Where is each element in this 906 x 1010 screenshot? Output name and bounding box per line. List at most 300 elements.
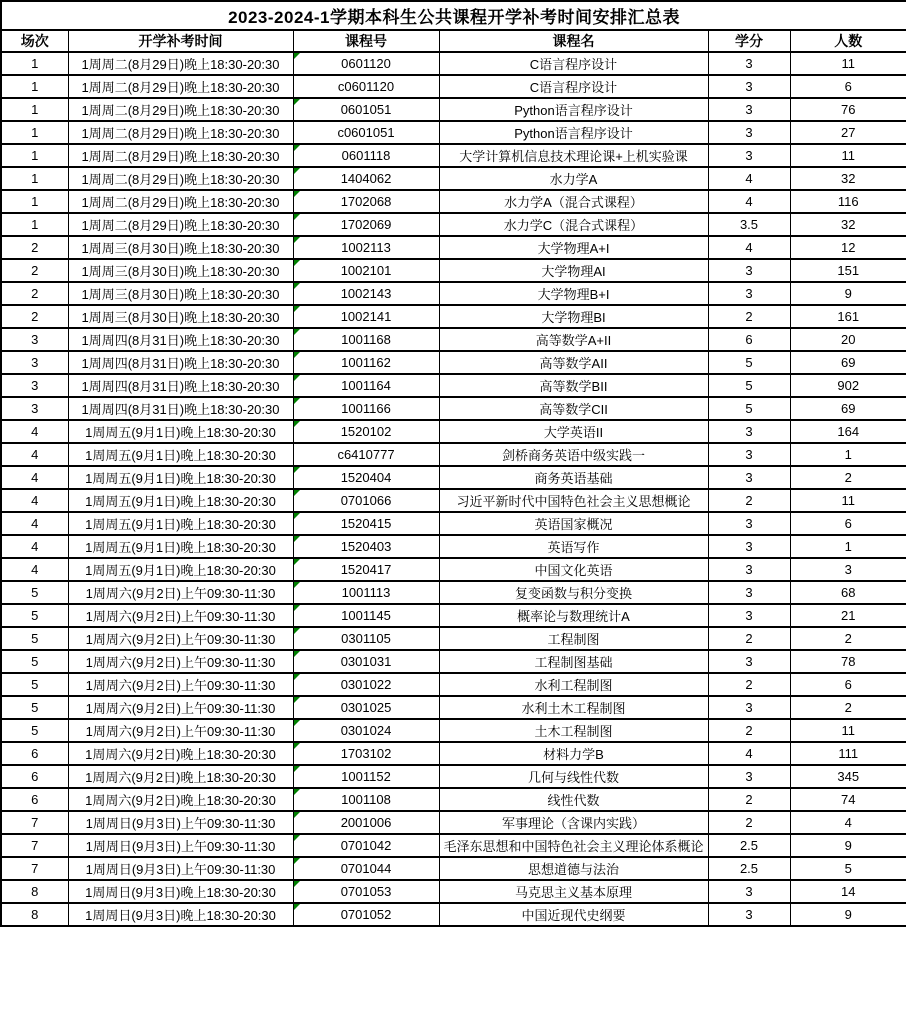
course-id-cell [293,811,439,834]
time-cell: 1周周四(8月31日)晚上18:30-20:30 [68,328,293,351]
course-name-cell: C语言程序设计 [439,52,708,75]
course-name-cell: 大学计算机信息技术理论课+上机实验课 [439,144,708,167]
course-id-text: 0601120 [341,56,391,71]
session-cell: 3 [1,397,68,420]
session-cell: 7 [1,834,68,857]
column-header-course-id: 课程号 [293,30,439,52]
number-stored-as-text-flag-icon [294,145,300,151]
table-row [1,167,906,190]
table-row [1,650,906,673]
session-cell: 7 [1,811,68,834]
count-cell: 2 [790,627,906,650]
course-id-text: 2001006 [340,815,392,830]
time-cell: 1周周六(9月2日)晚上18:30-20:30 [68,742,293,765]
number-stored-as-text-flag-icon [294,766,300,772]
course-id-cell [293,788,439,811]
course-id-cell [293,880,439,903]
table-row [1,834,906,857]
session-cell: 4 [1,558,68,581]
number-stored-as-text-flag-icon [294,214,300,220]
credits-cell: 2 [708,489,790,512]
credits-cell: 3 [708,604,790,627]
course-name-cell: 大学英语II [439,420,708,443]
course-id-text: 1002143 [340,286,392,301]
course-name-cell: 大学物理B+I [439,282,708,305]
table-row [1,52,906,75]
credits-cell: 3 [708,880,790,903]
session-cell: 3 [1,351,68,374]
course-name-cell: 高等数学AII [439,351,708,374]
course-id-cell [293,696,439,719]
course-id-cell [293,466,439,489]
count-cell: 68 [790,581,906,604]
number-stored-as-text-flag-icon [294,191,300,197]
table-row [1,581,906,604]
count-cell: 69 [790,397,906,420]
course-id-text: 1520102 [340,424,392,439]
number-stored-as-text-flag-icon [294,812,300,818]
time-cell: 1周周六(9月2日)上午09:30-11:30 [68,673,293,696]
course-id-cell [293,282,439,305]
course-id-cell [293,834,439,857]
session-cell: 2 [1,236,68,259]
number-stored-as-text-flag-icon [294,260,300,266]
table-row [1,121,906,144]
course-name-cell: 英语国家概况 [439,512,708,535]
count-cell: 9 [790,282,906,305]
course-id-text: 0301022 [340,677,392,692]
course-name-cell: 大学物理AI [439,259,708,282]
table-row [1,742,906,765]
course-id-text: 0301024 [340,723,392,738]
table-row [1,604,906,627]
count-cell: 76 [790,98,906,121]
course-id-cell [293,558,439,581]
table-row [1,627,906,650]
time-cell: 1周周日(9月3日)上午09:30-11:30 [68,811,293,834]
course-name-cell: 概率论与数理统计A [439,604,708,627]
session-cell: 5 [1,650,68,673]
number-stored-as-text-flag-icon [294,720,300,726]
course-id-cell [293,420,439,443]
count-cell: 161 [790,305,906,328]
count-cell: 116 [790,190,906,213]
course-name-cell: 复变函数与积分变换 [439,581,708,604]
time-cell: 1周周六(9月2日)上午09:30-11:30 [68,627,293,650]
number-stored-as-text-flag-icon [294,421,300,427]
session-cell: 5 [1,581,68,604]
time-cell: 1周周三(8月30日)晚上18:30-20:30 [68,259,293,282]
credits-cell: 3 [708,581,790,604]
session-cell: 4 [1,466,68,489]
time-cell: 1周周日(9月3日)上午09:30-11:30 [68,834,293,857]
time-cell: 1周周五(9月1日)晚上18:30-20:30 [68,558,293,581]
course-name-cell: C语言程序设计 [439,75,708,98]
time-cell: 1周周五(9月1日)晚上18:30-20:30 [68,443,293,466]
course-id-text: 0301031 [340,654,392,669]
course-id-text: 1404062 [340,171,392,186]
credits-cell: 5 [708,351,790,374]
course-name-cell: 工程制图 [439,627,708,650]
count-cell: 6 [790,75,906,98]
time-cell: 1周周日(9月3日)晚上18:30-20:30 [68,903,293,926]
session-cell: 5 [1,673,68,696]
count-cell: 11 [790,489,906,512]
session-cell: 4 [1,443,68,466]
course-id-text: 1520404 [340,470,392,485]
number-stored-as-text-flag-icon [294,375,300,381]
credits-cell: 2 [708,811,790,834]
number-stored-as-text-flag-icon [294,352,300,358]
course-id-text: 0701066 [340,493,392,508]
time-cell: 1周周六(9月2日)晚上18:30-20:30 [68,765,293,788]
session-cell: 2 [1,259,68,282]
course-id-text: 1001168 [341,332,391,347]
table-row [1,558,906,581]
column-header-course-name: 课程名 [439,30,708,52]
course-name-cell: 中国文化英语 [439,558,708,581]
number-stored-as-text-flag-icon [294,283,300,289]
course-id-text: 1702068 [340,194,392,209]
header-row [1,30,906,52]
count-cell: 11 [790,52,906,75]
table-row [1,535,906,558]
credits-cell: 3 [708,466,790,489]
number-stored-as-text-flag-icon [294,99,300,105]
table-row [1,811,906,834]
course-id-cell [293,627,439,650]
number-stored-as-text-flag-icon [294,237,300,243]
count-cell: 12 [790,236,906,259]
count-cell: 164 [790,420,906,443]
session-cell: 1 [1,121,68,144]
course-id-cell [293,98,439,121]
number-stored-as-text-flag-icon [294,858,300,864]
credits-cell: 3 [708,98,790,121]
session-cell: 6 [1,765,68,788]
course-id-cell [293,443,439,466]
course-id-text: c0601120 [337,79,395,94]
course-id-text: 1520417 [340,562,392,577]
session-cell: 4 [1,512,68,535]
session-cell: 7 [1,857,68,880]
count-cell: 69 [790,351,906,374]
credits-cell: 3 [708,765,790,788]
time-cell: 1周周四(8月31日)晚上18:30-20:30 [68,374,293,397]
table-row [1,420,906,443]
session-cell: 8 [1,903,68,926]
table-row [1,282,906,305]
course-id-text: 1002101 [340,263,392,278]
time-cell: 1周周六(9月2日)上午09:30-11:30 [68,719,293,742]
course-id-text: 1703102 [340,746,392,761]
course-name-cell: 剑桥商务英语中级实践一 [439,443,708,466]
course-name-cell: 高等数学A+II [439,328,708,351]
time-cell: 1周周四(8月31日)晚上18:30-20:30 [68,351,293,374]
course-name-cell: 习近平新时代中国特色社会主义思想概论 [439,489,708,512]
course-name-cell: 水利土木工程制图 [439,696,708,719]
number-stored-as-text-flag-icon [294,743,300,749]
course-name-cell: Python语言程序设计 [439,98,708,121]
number-stored-as-text-flag-icon [294,398,300,404]
session-cell: 1 [1,52,68,75]
course-id-cell [293,190,439,213]
credits-cell: 3 [708,420,790,443]
credits-cell: 3 [708,121,790,144]
table-row [1,213,906,236]
number-stored-as-text-flag-icon [294,605,300,611]
number-stored-as-text-flag-icon [294,306,300,312]
count-cell: 9 [790,834,906,857]
credits-cell: 3 [708,75,790,98]
credits-cell: 2 [708,719,790,742]
column-header-count: 人数 [790,30,906,52]
course-id-cell [293,765,439,788]
course-name-cell: 几何与线性代数 [439,765,708,788]
table-row [1,857,906,880]
course-name-cell: 大学物理BI [439,305,708,328]
course-id-text: 1002141 [340,309,392,324]
session-cell: 8 [1,880,68,903]
course-id-cell [293,673,439,696]
table-row [1,880,906,903]
course-id-cell [293,236,439,259]
credits-cell: 2.5 [708,857,790,880]
time-cell: 1周周二(8月29日)晚上18:30-20:30 [68,121,293,144]
course-name-cell: 马克思主义基本原理 [439,880,708,903]
course-id-text: 1001164 [341,378,391,393]
credits-cell: 5 [708,374,790,397]
credits-cell: 3 [708,903,790,926]
course-name-cell: 英语写作 [439,535,708,558]
credits-cell: 2.5 [708,834,790,857]
credits-cell: 4 [708,190,790,213]
session-cell: 3 [1,374,68,397]
number-stored-as-text-flag-icon [294,697,300,703]
course-id-cell [293,213,439,236]
count-cell: 32 [790,167,906,190]
time-cell: 1周周五(9月1日)晚上18:30-20:30 [68,489,293,512]
time-cell: 1周周二(8月29日)晚上18:30-20:30 [68,190,293,213]
session-cell: 5 [1,627,68,650]
session-cell: 1 [1,98,68,121]
course-id-cell [293,374,439,397]
credits-cell: 3 [708,259,790,282]
time-cell: 1周周日(9月3日)上午09:30-11:30 [68,857,293,880]
course-name-cell: 商务英语基础 [439,466,708,489]
column-header-time: 开学补考时间 [68,30,293,52]
session-cell: 1 [1,144,68,167]
count-cell: 2 [790,466,906,489]
count-cell: 78 [790,650,906,673]
time-cell: 1周周二(8月29日)晚上18:30-20:30 [68,52,293,75]
course-id-text: 0701052 [340,907,392,922]
course-id-text: 1520415 [340,516,392,531]
credits-cell: 3.5 [708,213,790,236]
course-id-text: 1001108 [341,792,391,807]
course-id-cell [293,397,439,420]
time-cell: 1周周六(9月2日)上午09:30-11:30 [68,650,293,673]
course-id-cell [293,259,439,282]
count-cell: 4 [790,811,906,834]
time-cell: 1周周二(8月29日)晚上18:30-20:30 [68,75,293,98]
course-id-text: 1001166 [341,401,391,416]
credits-cell: 3 [708,282,790,305]
table-row [1,765,906,788]
count-cell: 11 [790,144,906,167]
credits-cell: 3 [708,443,790,466]
course-id-cell [293,857,439,880]
course-name-cell: 水力学C（混合式课程） [439,213,708,236]
column-header-session: 场次 [1,30,68,52]
course-id-cell [293,650,439,673]
course-id-text: 1001145 [341,608,391,623]
course-name-cell: 土木工程制图 [439,719,708,742]
count-cell: 902 [790,374,906,397]
course-id-text: 0301105 [341,631,391,646]
credits-cell: 2 [708,673,790,696]
credits-cell: 3 [708,535,790,558]
time-cell: 1周周二(8月29日)晚上18:30-20:30 [68,213,293,236]
time-cell: 1周周六(9月2日)上午09:30-11:30 [68,696,293,719]
time-cell: 1周周六(9月2日)上午09:30-11:30 [68,581,293,604]
count-cell: 32 [790,213,906,236]
credits-cell: 2 [708,788,790,811]
count-cell: 21 [790,604,906,627]
column-header-credits: 学分 [708,30,790,52]
time-cell: 1周周日(9月3日)晚上18:30-20:30 [68,880,293,903]
credits-cell: 3 [708,144,790,167]
number-stored-as-text-flag-icon [294,881,300,887]
count-cell: 151 [790,259,906,282]
credits-cell: 3 [708,512,790,535]
number-stored-as-text-flag-icon [294,651,300,657]
session-cell: 1 [1,190,68,213]
course-name-cell: 水力学A [439,167,708,190]
time-cell: 1周周五(9月1日)晚上18:30-20:30 [68,512,293,535]
course-id-cell [293,52,439,75]
table-row [1,236,906,259]
table-row [1,75,906,98]
credits-cell: 2 [708,627,790,650]
number-stored-as-text-flag-icon [294,53,300,59]
table-row [1,903,906,926]
table-row [1,489,906,512]
count-cell: 111 [790,742,906,765]
count-cell: 14 [790,880,906,903]
course-id-cell [293,167,439,190]
time-cell: 1周周五(9月1日)晚上18:30-20:30 [68,466,293,489]
number-stored-as-text-flag-icon [294,490,300,496]
number-stored-as-text-flag-icon [294,904,300,910]
session-cell: 6 [1,788,68,811]
number-stored-as-text-flag-icon [294,329,300,335]
time-cell: 1周周四(8月31日)晚上18:30-20:30 [68,397,293,420]
session-cell: 4 [1,535,68,558]
table-row [1,374,906,397]
count-cell: 1 [790,443,906,466]
table-row [1,397,906,420]
table-row [1,673,906,696]
session-cell: 1 [1,213,68,236]
number-stored-as-text-flag-icon [294,628,300,634]
table-row [1,98,906,121]
number-stored-as-text-flag-icon [294,674,300,680]
session-cell: 5 [1,696,68,719]
course-id-text: 0601118 [341,148,391,163]
credits-cell: 4 [708,236,790,259]
course-id-cell [293,489,439,512]
table-row [1,466,906,489]
count-cell: 1 [790,535,906,558]
table-row [1,512,906,535]
credits-cell: 3 [708,696,790,719]
course-name-cell: 高等数学CII [439,397,708,420]
table-row [1,144,906,167]
course-name-cell: 军事理论（含课内实践） [439,811,708,834]
number-stored-as-text-flag-icon [294,789,300,795]
course-id-text: 1001113 [341,585,391,600]
credits-cell: 5 [708,397,790,420]
number-stored-as-text-flag-icon [294,582,300,588]
count-cell: 74 [790,788,906,811]
course-id-text: c0601051 [337,125,395,140]
course-id-text: 1520403 [340,539,392,554]
table-row [1,305,906,328]
course-id-cell [293,903,439,926]
count-cell: 9 [790,903,906,926]
course-name-cell: 工程制图基础 [439,650,708,673]
course-id-text: 1002113 [341,240,391,255]
course-name-cell: 材料力学B [439,742,708,765]
credits-cell: 4 [708,742,790,765]
credits-cell: 3 [708,52,790,75]
course-id-text: 1001152 [341,769,391,784]
time-cell: 1周周六(9月2日)上午09:30-11:30 [68,604,293,627]
table-row [1,719,906,742]
table-row [1,443,906,466]
time-cell: 1周周五(9月1日)晚上18:30-20:30 [68,535,293,558]
course-name-cell: 大学物理A+I [439,236,708,259]
course-id-cell [293,328,439,351]
count-cell: 6 [790,673,906,696]
number-stored-as-text-flag-icon [294,835,300,841]
course-id-cell [293,604,439,627]
course-name-cell: 思想道德与法治 [439,857,708,880]
session-cell: 4 [1,420,68,443]
number-stored-as-text-flag-icon [294,559,300,565]
session-cell: 5 [1,604,68,627]
session-cell: 4 [1,489,68,512]
table-row [1,328,906,351]
number-stored-as-text-flag-icon [294,467,300,473]
course-id-cell [293,144,439,167]
count-cell: 5 [790,857,906,880]
count-cell: 6 [790,512,906,535]
course-id-cell [293,581,439,604]
count-cell: 11 [790,719,906,742]
count-cell: 27 [790,121,906,144]
time-cell: 1周周三(8月30日)晚上18:30-20:30 [68,305,293,328]
number-stored-as-text-flag-icon [294,513,300,519]
course-id-cell [293,512,439,535]
course-name-cell: 线性代数 [439,788,708,811]
course-id-text: 0701042 [340,838,392,853]
course-id-cell [293,719,439,742]
course-id-cell [293,121,439,144]
table-row [1,259,906,282]
table-row [1,351,906,374]
